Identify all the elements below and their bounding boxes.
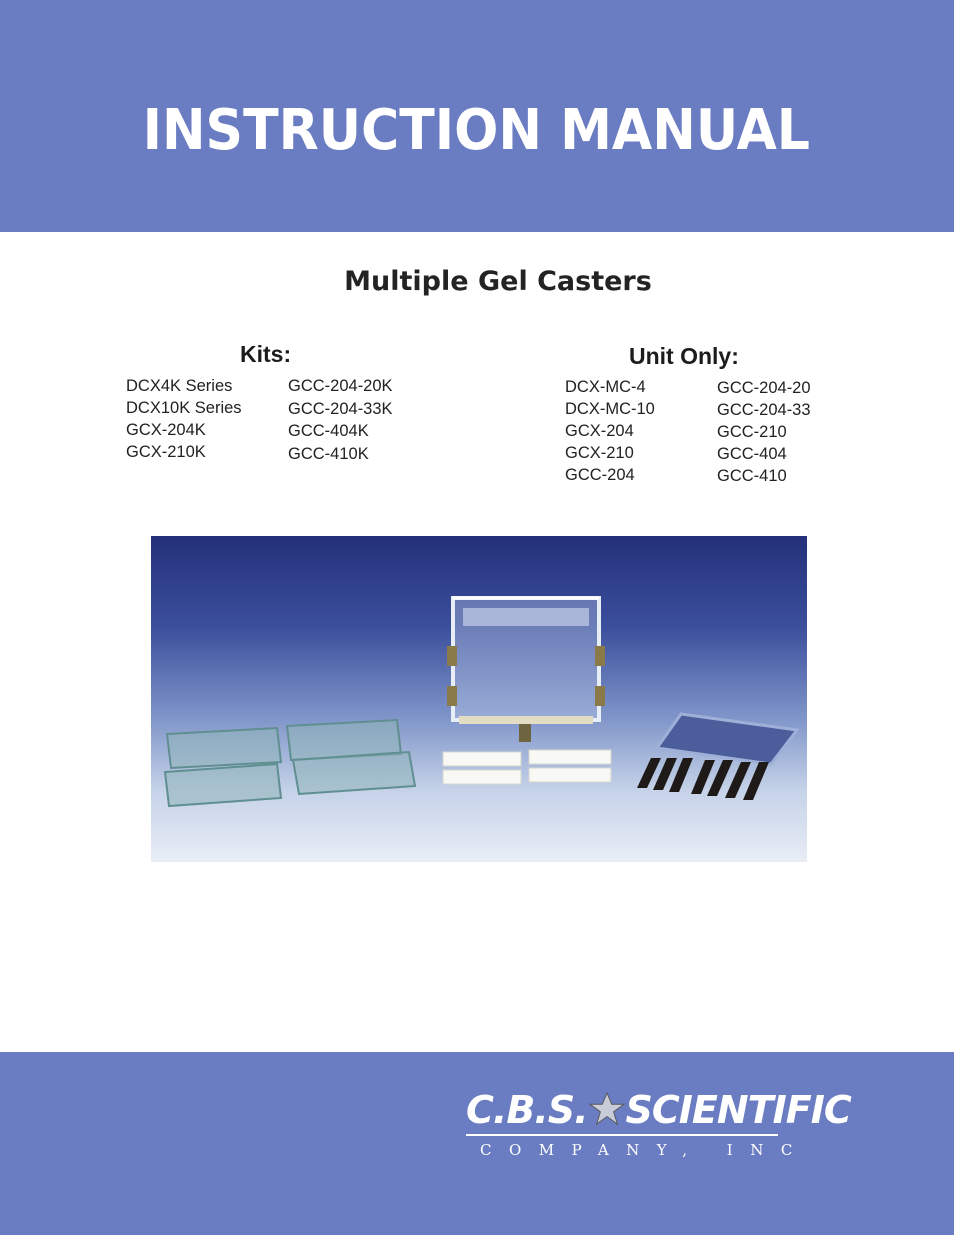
list-item: GCC-410: [717, 467, 787, 485]
document-subtitle: Multiple Gel Casters: [344, 266, 652, 297]
list-item: GCC-404K: [288, 422, 369, 440]
list-item: DCX-MC-10: [565, 400, 655, 418]
logo-wordmark: [466, 1088, 851, 1132]
list-item: GCC-204-33: [717, 401, 811, 419]
list-item: GCX-204K: [126, 421, 206, 439]
list-item: GCC-204-20K: [288, 377, 393, 395]
spacer-strips: [637, 758, 769, 800]
product-photo: [151, 536, 807, 862]
star-icon: [588, 1092, 626, 1126]
list-item: DCX10K Series: [126, 399, 242, 417]
kits-list-1: [126, 375, 242, 463]
list-item: GCX-204: [565, 422, 634, 440]
spacer-plate: [657, 714, 797, 764]
company-logo: [466, 1088, 851, 1168]
unit-only-heading: Unit Only:: [629, 343, 739, 369]
glass-plates: [165, 720, 415, 806]
combs: [443, 750, 611, 784]
list-item: DCX4K Series: [126, 377, 233, 395]
list-item: GCC-204-33K: [288, 399, 393, 418]
list-item: GCX-210: [565, 444, 634, 462]
list-item: GCX-210K: [126, 443, 206, 461]
list-item: GCC-210: [717, 423, 787, 441]
unit-only-list-2: [717, 377, 811, 487]
caster-box: [447, 598, 605, 742]
kits-heading: Kits:: [240, 341, 292, 367]
logo-rule: [466, 1134, 778, 1136]
kits-list-2: [288, 375, 393, 465]
gel-caster-illustration: [151, 536, 807, 862]
page-title: INSTRUCTION MANUAL: [142, 98, 810, 163]
logo-subtext: COMPANY, INC: [480, 1141, 810, 1159]
list-item: GCC-410K: [288, 444, 369, 463]
list-item: DCX-MC-4: [565, 378, 646, 396]
logo-text-right: SCIENTIFIC: [625, 1088, 851, 1132]
list-item: GCC-404: [717, 445, 787, 463]
logo-text-left: C.B.S.: [466, 1088, 588, 1132]
unit-only-list-1: [565, 376, 655, 486]
list-item: GCC-204-20: [717, 379, 811, 397]
list-item: GCC-204: [565, 466, 635, 484]
